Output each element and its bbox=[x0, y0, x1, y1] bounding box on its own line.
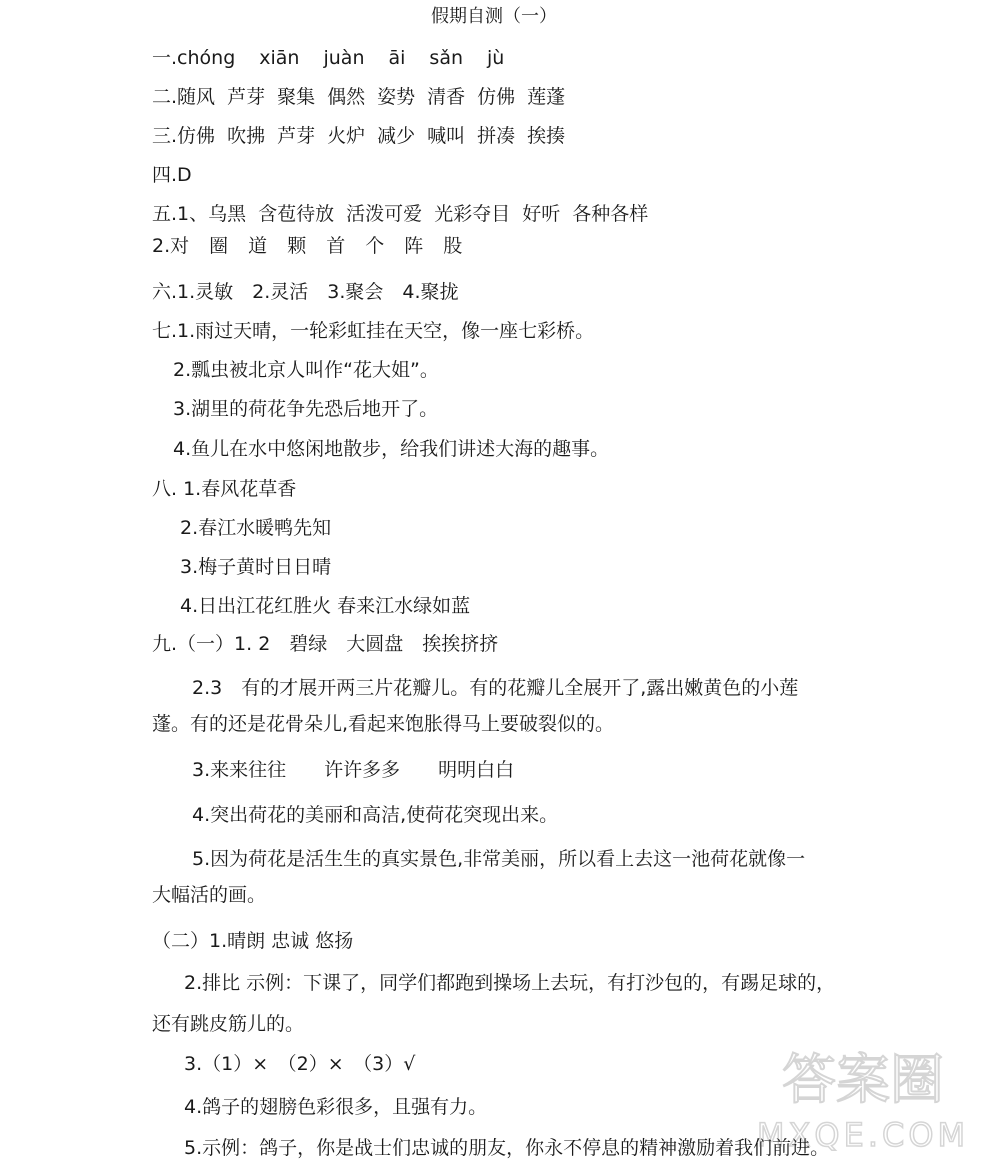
section-4-answer: 四.D bbox=[152, 164, 192, 186]
section-9a-q2-line-2: 蓬。有的还是花骨朵儿,看起来饱胀得马上要破裂似的。 bbox=[152, 713, 615, 735]
section-2-prefix: 二. bbox=[152, 86, 178, 108]
word-item: 火炉 bbox=[327, 125, 366, 147]
word-item: 挨揍 bbox=[527, 125, 566, 147]
word-item: 偶然 bbox=[327, 86, 366, 108]
pinyin-item: sǎn bbox=[429, 47, 464, 69]
section-7-item-3: 3.湖里的荷花争先恐后地开了。 bbox=[173, 398, 439, 420]
section-7-item-2: 2.瓢虫被北京人叫作“花大姐”。 bbox=[173, 359, 439, 381]
word-item: 含苞待放 bbox=[258, 203, 335, 225]
section-9a-q5-line-2: 大幅活的画。 bbox=[152, 884, 267, 906]
measure-word: 阵 bbox=[404, 235, 424, 257]
section-1-prefix: 一. bbox=[152, 47, 178, 69]
pinyin-item: juàn bbox=[323, 47, 365, 69]
section-8-item-4: 4.日出江花红胜火 春来江水绿如蓝 bbox=[180, 595, 471, 617]
section-7-item-4: 4.鱼儿在水中悠闲地散步，给我们讲述大海的趣事。 bbox=[173, 438, 610, 460]
word-item: 各种各样 bbox=[572, 203, 649, 225]
svg-text:MXQE.COM: MXQE.COM bbox=[756, 1116, 970, 1154]
section-8-item-2: 2.春江水暖鸭先知 bbox=[180, 517, 332, 539]
section-9a-q5-line-1: 5.因为荷花是活生生的真实景色,非常美丽，所以看上去这一池荷花就像一 bbox=[192, 848, 806, 870]
word-item: 光彩夺目 bbox=[434, 203, 511, 225]
word-item: 清香 bbox=[427, 86, 466, 108]
word-item: 芦芽 bbox=[227, 86, 266, 108]
pinyin-item: āi bbox=[388, 47, 406, 69]
section-9b-q2-line-1: 2.排比 示例：下课了，同学们都跑到操场上去玩，有打沙包的，有踢足球的， bbox=[184, 972, 836, 994]
section-8-item-1: 八. 1.春风花草香 bbox=[152, 478, 297, 500]
section-9a-q2-line-1: 2.3 有的才展开两三片花瓣儿。有的花瓣儿全展开了,露出嫩黄色的小莲 bbox=[192, 677, 799, 699]
section-9b-q1: （二）1.晴朗 忠诚 悠扬 bbox=[152, 930, 354, 952]
word-item: 姿势 bbox=[377, 86, 416, 108]
word-item: 聚集 bbox=[277, 86, 316, 108]
pinyin-item: xiān bbox=[259, 47, 300, 69]
measure-word: 首 bbox=[326, 235, 346, 257]
measure-word: 圈 bbox=[209, 235, 229, 257]
word-item: 拼凑 bbox=[477, 125, 516, 147]
section-3-words bbox=[152, 123, 565, 149]
section-5-2-prefix: 2. bbox=[152, 235, 171, 257]
section-9b-q2-line-2: 还有跳皮筋儿的。 bbox=[152, 1013, 305, 1035]
word-item: 随风 bbox=[177, 86, 216, 108]
section-5-prefix: 五.1、 bbox=[152, 203, 209, 225]
measure-word: 道 bbox=[248, 235, 268, 257]
section-1-pinyin bbox=[152, 45, 504, 71]
section-8-item-3: 3.梅子黄时日日晴 bbox=[180, 556, 332, 578]
word-item: 减少 bbox=[377, 125, 416, 147]
word-item: 吹拂 bbox=[227, 125, 266, 147]
section-6-answer: 六.1.灵敏 2.灵活 3.聚会 4.聚拢 bbox=[152, 281, 459, 303]
section-5-line-2 bbox=[152, 233, 462, 259]
pinyin-item: chóng bbox=[177, 47, 236, 69]
measure-word: 对 bbox=[170, 235, 190, 257]
word-item: 芦芽 bbox=[277, 125, 316, 147]
section-9a-q1: 九.（一）1. 2 碧绿 大圆盘 挨挨挤挤 bbox=[152, 633, 499, 655]
section-3-prefix: 三. bbox=[152, 125, 178, 147]
measure-word: 个 bbox=[365, 235, 385, 257]
page-title: 假期自测（一） bbox=[431, 6, 557, 27]
word-item: 仿佛 bbox=[477, 86, 516, 108]
section-9a-q3: 3.来来往往 许许多多 明明白白 bbox=[192, 759, 515, 781]
section-5-line-1 bbox=[152, 201, 648, 227]
measure-word: 颗 bbox=[287, 235, 307, 257]
word-item: 喊叫 bbox=[427, 125, 466, 147]
word-item: 仿佛 bbox=[177, 125, 216, 147]
section-9a-q4: 4.突出荷花的美丽和高洁,使荷花突现出来。 bbox=[192, 804, 559, 826]
svg-text:答案圈: 答案圈 bbox=[782, 1048, 944, 1111]
measure-word: 股 bbox=[443, 235, 463, 257]
word-item: 好听 bbox=[522, 203, 561, 225]
word-item: 乌黑 bbox=[208, 203, 247, 225]
word-item: 莲蓬 bbox=[527, 86, 566, 108]
pinyin-item: jù bbox=[487, 47, 505, 69]
section-7-item-1: 七.1.雨过天晴，一轮彩虹挂在天空，像一座七彩桥。 bbox=[152, 320, 595, 342]
section-9b-q5: 5.示例：鸽子，你是战士们忠诚的朋友，你永不停息的精神激励着我们前进。 bbox=[184, 1137, 830, 1159]
word-item: 活泼可爱 bbox=[346, 203, 423, 225]
section-2-words bbox=[152, 84, 565, 110]
section-9b-q4: 4.鸽子的翅膀色彩很多，且强有力。 bbox=[184, 1096, 488, 1118]
section-9b-q3: 3.（1）× （2）× （3）√ bbox=[184, 1053, 416, 1075]
